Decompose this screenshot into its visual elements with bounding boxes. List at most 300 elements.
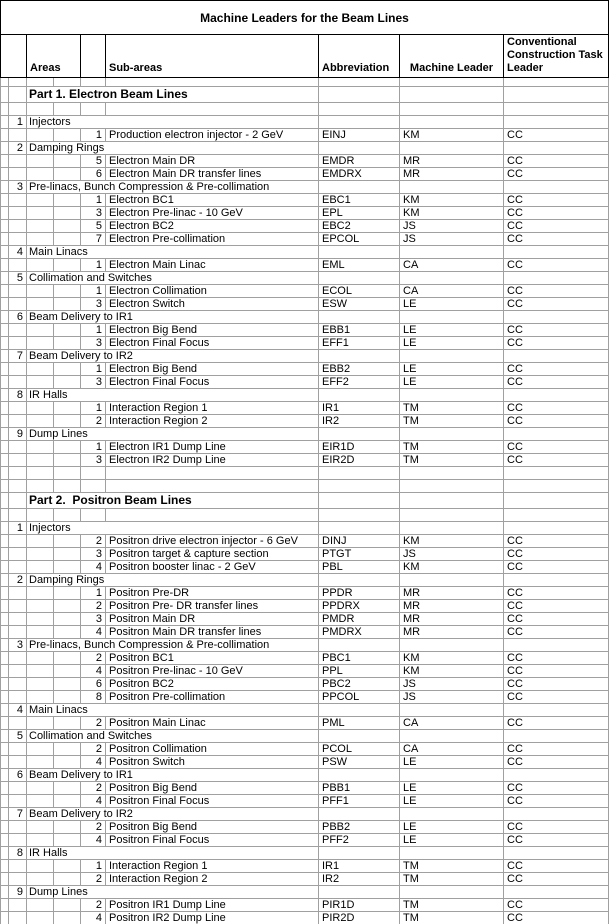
area-number-cell: 7 bbox=[9, 350, 27, 362]
grid-cell bbox=[319, 78, 400, 86]
table-body bbox=[0, 78, 609, 924]
subarea-number-cell: 4 bbox=[81, 665, 106, 677]
grid-cell bbox=[54, 337, 81, 349]
area-number-cell: 3 bbox=[9, 639, 27, 651]
column-header-abbreviation: Abbreviation bbox=[319, 35, 400, 77]
subarea-number-cell: 3 bbox=[81, 548, 106, 560]
task-leader-cell: CC bbox=[504, 795, 609, 807]
grid-cell bbox=[54, 782, 81, 794]
grid-cell bbox=[27, 155, 54, 167]
area-row bbox=[1, 847, 609, 860]
grid-cell bbox=[27, 717, 54, 729]
subarea-name-cell: Positron BC1 bbox=[106, 652, 319, 664]
area-row bbox=[1, 116, 609, 129]
area-number-cell: 5 bbox=[9, 272, 27, 284]
grid-cell bbox=[319, 350, 400, 362]
grid-cell bbox=[1, 704, 9, 716]
subarea-row bbox=[1, 548, 609, 561]
grid-cell bbox=[9, 691, 27, 703]
spacer-row bbox=[1, 103, 609, 116]
subarea-row bbox=[1, 613, 609, 626]
grid-cell bbox=[319, 886, 400, 898]
grid-cell bbox=[27, 561, 54, 573]
grid-cell bbox=[1, 509, 9, 521]
grid-cell bbox=[9, 834, 27, 846]
subarea-row bbox=[1, 860, 609, 873]
subarea-number-cell: 4 bbox=[81, 561, 106, 573]
task-leader-cell: CC bbox=[504, 561, 609, 573]
machine-leader-cell: KM bbox=[400, 194, 504, 206]
task-leader-cell: CC bbox=[504, 220, 609, 232]
task-leader-cell: CC bbox=[504, 912, 609, 924]
grid-cell bbox=[1, 639, 9, 651]
subarea-number-cell: 1 bbox=[81, 587, 106, 599]
grid-cell bbox=[319, 428, 400, 440]
grid-cell bbox=[27, 324, 54, 336]
subarea-name-cell: Electron Final Focus bbox=[106, 337, 319, 349]
grid-cell bbox=[1, 233, 9, 245]
subarea-number-cell: 5 bbox=[81, 220, 106, 232]
subarea-name-cell: Positron Pre-linac - 10 GeV bbox=[106, 665, 319, 677]
subarea-row bbox=[1, 324, 609, 337]
area-number-cell: 3 bbox=[9, 181, 27, 193]
area-number-cell: 6 bbox=[9, 769, 27, 781]
area-name-cell: Beam Delivery to IR2 bbox=[27, 350, 319, 362]
subarea-row bbox=[1, 233, 609, 246]
area-number-cell: 9 bbox=[9, 428, 27, 440]
grid-cell bbox=[400, 272, 504, 284]
subarea-row bbox=[1, 652, 609, 665]
grid-cell bbox=[106, 103, 319, 115]
grid-cell bbox=[27, 834, 54, 846]
subarea-name-cell: Positron Final Focus bbox=[106, 795, 319, 807]
grid-cell bbox=[1, 441, 9, 453]
subarea-name-cell: Electron BC1 bbox=[106, 194, 319, 206]
grid-cell bbox=[400, 493, 504, 508]
machine-leader-cell: JS bbox=[400, 220, 504, 232]
grid-cell bbox=[54, 509, 81, 521]
grid-cell bbox=[9, 285, 27, 297]
grid-cell bbox=[81, 509, 106, 521]
subarea-row bbox=[1, 743, 609, 756]
area-name-cell: Beam Delivery to IR1 bbox=[27, 311, 319, 323]
abbreviation-cell: EPL bbox=[319, 207, 400, 219]
area-name-cell: Injectors bbox=[27, 522, 319, 534]
grid-cell bbox=[1, 691, 9, 703]
grid-cell bbox=[27, 129, 54, 141]
subarea-row bbox=[1, 665, 609, 678]
area-number-cell: 4 bbox=[9, 246, 27, 258]
area-row bbox=[1, 639, 609, 652]
grid-cell bbox=[1, 480, 9, 492]
subarea-name-cell: Electron Pre-collimation bbox=[106, 233, 319, 245]
grid-cell bbox=[1, 860, 9, 872]
area-row bbox=[1, 142, 609, 155]
grid-cell bbox=[1, 561, 9, 573]
part-heading-row bbox=[1, 493, 609, 509]
grid-cell bbox=[400, 142, 504, 154]
area-number-cell: 2 bbox=[9, 142, 27, 154]
area-row bbox=[1, 350, 609, 363]
grid-cell bbox=[319, 847, 400, 859]
machine-leader-cell: MR bbox=[400, 155, 504, 167]
grid-cell bbox=[1, 808, 9, 820]
machine-leader-cell: TM bbox=[400, 415, 504, 427]
machine-leader-cell: LE bbox=[400, 324, 504, 336]
grid-cell bbox=[27, 363, 54, 375]
grid-cell bbox=[27, 782, 54, 794]
task-leader-cell: CC bbox=[504, 155, 609, 167]
subarea-name-cell: Electron Final Focus bbox=[106, 376, 319, 388]
subarea-number-cell: 2 bbox=[81, 782, 106, 794]
abbreviation-cell: EBC2 bbox=[319, 220, 400, 232]
grid-cell bbox=[9, 103, 27, 115]
grid-cell bbox=[1, 626, 9, 638]
grid-cell bbox=[400, 639, 504, 651]
grid-cell bbox=[54, 834, 81, 846]
abbreviation-cell: DINJ bbox=[319, 535, 400, 547]
area-name-cell: Dump Lines bbox=[27, 886, 319, 898]
abbreviation-cell: PBB1 bbox=[319, 782, 400, 794]
subarea-name-cell: Positron Pre-DR bbox=[106, 587, 319, 599]
grid-cell bbox=[1, 613, 9, 625]
subarea-row bbox=[1, 220, 609, 233]
subarea-name-cell: Interaction Region 2 bbox=[106, 415, 319, 427]
grid-cell bbox=[54, 548, 81, 560]
area-name-cell: Pre-linacs, Bunch Compression & Pre-collimation bbox=[27, 639, 319, 651]
grid-cell bbox=[27, 454, 54, 466]
grid-cell bbox=[1, 194, 9, 206]
abbreviation-cell: ECOL bbox=[319, 285, 400, 297]
machine-leader-cell: JS bbox=[400, 691, 504, 703]
task-leader-cell: CC bbox=[504, 233, 609, 245]
subarea-row bbox=[1, 363, 609, 376]
machine-leader-cell: LE bbox=[400, 821, 504, 833]
subarea-name-cell: Electron IR2 Dump Line bbox=[106, 454, 319, 466]
grid-cell bbox=[54, 454, 81, 466]
area-number-cell: 1 bbox=[9, 522, 27, 534]
subarea-row bbox=[1, 376, 609, 389]
abbreviation-cell: PPL bbox=[319, 665, 400, 677]
subarea-number-cell: 3 bbox=[81, 337, 106, 349]
grid-cell bbox=[319, 181, 400, 193]
area-row bbox=[1, 769, 609, 782]
grid-cell bbox=[9, 561, 27, 573]
abbreviation-cell: PPCOL bbox=[319, 691, 400, 703]
part-heading-cell: Part 2. Positron Beam Lines bbox=[27, 493, 319, 508]
grid-cell bbox=[504, 272, 609, 284]
task-leader-cell: CC bbox=[504, 376, 609, 388]
grid-cell bbox=[9, 600, 27, 612]
grid-cell bbox=[27, 415, 54, 427]
grid-cell bbox=[27, 402, 54, 414]
subarea-name-cell: Electron Switch bbox=[106, 298, 319, 310]
subarea-row bbox=[1, 441, 609, 454]
grid-cell bbox=[504, 116, 609, 128]
grid-cell bbox=[319, 522, 400, 534]
abbreviation-cell: PML bbox=[319, 717, 400, 729]
grid-cell bbox=[27, 626, 54, 638]
grid-cell bbox=[504, 730, 609, 742]
grid-cell bbox=[27, 194, 54, 206]
subarea-number-cell: 3 bbox=[81, 613, 106, 625]
grid-cell bbox=[1, 78, 9, 86]
grid-cell bbox=[54, 899, 81, 911]
grid-cell bbox=[9, 78, 27, 86]
table-header-row bbox=[0, 34, 609, 78]
area-number-cell: 4 bbox=[9, 704, 27, 716]
subarea-number-cell: 2 bbox=[81, 743, 106, 755]
machine-leader-cell: KM bbox=[400, 535, 504, 547]
area-number-cell: 9 bbox=[9, 886, 27, 898]
area-number-cell: 1 bbox=[9, 116, 27, 128]
grid-cell bbox=[9, 220, 27, 232]
grid-cell bbox=[319, 480, 400, 492]
subarea-row bbox=[1, 561, 609, 574]
area-row bbox=[1, 389, 609, 402]
area-number-cell: 8 bbox=[9, 847, 27, 859]
area-name-cell: IR Halls bbox=[27, 847, 319, 859]
grid-cell bbox=[9, 129, 27, 141]
grid-cell bbox=[319, 389, 400, 401]
grid-cell bbox=[504, 808, 609, 820]
abbreviation-cell: PIR1D bbox=[319, 899, 400, 911]
grid-cell bbox=[504, 389, 609, 401]
grid-cell bbox=[27, 233, 54, 245]
grid-cell bbox=[1, 272, 9, 284]
grid-cell bbox=[54, 756, 81, 768]
grid-cell bbox=[400, 808, 504, 820]
grid-cell bbox=[9, 259, 27, 271]
grid-cell bbox=[400, 886, 504, 898]
grid-cell bbox=[27, 821, 54, 833]
grid-cell bbox=[9, 756, 27, 768]
subarea-row bbox=[1, 782, 609, 795]
subarea-number-cell: 1 bbox=[81, 860, 106, 872]
abbreviation-cell: EML bbox=[319, 259, 400, 271]
grid-cell bbox=[54, 480, 81, 492]
grid-cell bbox=[9, 415, 27, 427]
grid-cell bbox=[1, 665, 9, 677]
grid-cell bbox=[504, 103, 609, 115]
grid-cell bbox=[9, 324, 27, 336]
grid-cell bbox=[400, 103, 504, 115]
grid-cell bbox=[54, 717, 81, 729]
grid-cell bbox=[9, 782, 27, 794]
subarea-number-cell: 6 bbox=[81, 678, 106, 690]
abbreviation-cell: EBB2 bbox=[319, 363, 400, 375]
grid-cell bbox=[54, 155, 81, 167]
grid-cell bbox=[1, 873, 9, 885]
grid-cell bbox=[9, 467, 27, 479]
grid-cell bbox=[319, 509, 400, 521]
grid-cell bbox=[400, 311, 504, 323]
grid-cell bbox=[27, 259, 54, 271]
grid-cell bbox=[54, 415, 81, 427]
grid-cell bbox=[54, 600, 81, 612]
subarea-name-cell: Positron Collimation bbox=[106, 743, 319, 755]
grid-cell bbox=[1, 834, 9, 846]
subarea-row bbox=[1, 626, 609, 639]
grid-cell bbox=[9, 717, 27, 729]
grid-cell bbox=[54, 298, 81, 310]
grid-cell bbox=[27, 298, 54, 310]
task-leader-cell: CC bbox=[504, 535, 609, 547]
machine-leader-cell: JS bbox=[400, 678, 504, 690]
subarea-name-cell: Positron Pre-collimation bbox=[106, 691, 319, 703]
abbreviation-cell: EPCOL bbox=[319, 233, 400, 245]
grid-cell bbox=[504, 574, 609, 586]
task-leader-cell: CC bbox=[504, 441, 609, 453]
machine-leader-cell: CA bbox=[400, 743, 504, 755]
machine-leader-cell: TM bbox=[400, 441, 504, 453]
task-leader-cell: CC bbox=[504, 613, 609, 625]
abbreviation-cell: PBC1 bbox=[319, 652, 400, 664]
machine-leader-cell: MR bbox=[400, 613, 504, 625]
subarea-name-cell: Positron IR1 Dump Line bbox=[106, 899, 319, 911]
grid-cell bbox=[27, 376, 54, 388]
grid-cell bbox=[27, 860, 54, 872]
task-leader-cell: CC bbox=[504, 691, 609, 703]
abbreviation-cell: PBC2 bbox=[319, 678, 400, 690]
subarea-number-cell: 3 bbox=[81, 298, 106, 310]
subarea-name-cell: Electron Main DR bbox=[106, 155, 319, 167]
grid-cell bbox=[27, 103, 54, 115]
subarea-number-cell: 2 bbox=[81, 600, 106, 612]
grid-cell bbox=[1, 285, 9, 297]
grid-cell bbox=[1, 678, 9, 690]
grid-cell bbox=[1, 574, 9, 586]
grid-cell bbox=[54, 912, 81, 924]
task-leader-cell: CC bbox=[504, 285, 609, 297]
subarea-row bbox=[1, 454, 609, 467]
grid-cell bbox=[9, 376, 27, 388]
grid-cell bbox=[1, 337, 9, 349]
subarea-row bbox=[1, 535, 609, 548]
grid-cell bbox=[54, 587, 81, 599]
grid-cell bbox=[504, 704, 609, 716]
subarea-number-cell: 5 bbox=[81, 155, 106, 167]
grid-cell bbox=[27, 467, 54, 479]
grid-cell bbox=[504, 522, 609, 534]
grid-cell bbox=[81, 103, 106, 115]
task-leader-cell: CC bbox=[504, 454, 609, 466]
subarea-name-cell: Electron IR1 Dump Line bbox=[106, 441, 319, 453]
grid-cell bbox=[54, 691, 81, 703]
grid-cell bbox=[1, 912, 9, 924]
grid-cell bbox=[319, 769, 400, 781]
grid-cell bbox=[1, 535, 9, 547]
grid-cell bbox=[1, 220, 9, 232]
task-leader-cell: CC bbox=[504, 821, 609, 833]
subarea-name-cell: Positron Main DR transfer lines bbox=[106, 626, 319, 638]
grid-cell bbox=[106, 78, 319, 86]
grid-cell bbox=[1, 363, 9, 375]
grid-cell bbox=[1, 795, 9, 807]
abbreviation-cell: ESW bbox=[319, 298, 400, 310]
grid-cell bbox=[1, 821, 9, 833]
machine-leader-cell: JS bbox=[400, 548, 504, 560]
grid-cell bbox=[1, 350, 9, 362]
subarea-number-cell: 1 bbox=[81, 441, 106, 453]
subarea-row bbox=[1, 129, 609, 142]
grid-cell bbox=[400, 350, 504, 362]
grid-cell bbox=[1, 402, 9, 414]
header-blank-left bbox=[1, 35, 27, 77]
area-name-cell: Collimation and Switches bbox=[27, 272, 319, 284]
subarea-number-cell: 2 bbox=[81, 873, 106, 885]
machine-leader-cell: KM bbox=[400, 665, 504, 677]
grid-cell bbox=[400, 574, 504, 586]
grid-cell bbox=[27, 665, 54, 677]
task-leader-cell: CC bbox=[504, 652, 609, 664]
subarea-row bbox=[1, 207, 609, 220]
subarea-row bbox=[1, 587, 609, 600]
grid-cell bbox=[27, 795, 54, 807]
task-leader-cell: CC bbox=[504, 363, 609, 375]
grid-cell bbox=[504, 87, 609, 102]
grid-cell bbox=[27, 613, 54, 625]
column-header-task-leader: Conventional Construction Task Leader bbox=[507, 36, 603, 74]
grid-cell bbox=[27, 441, 54, 453]
grid-cell bbox=[504, 847, 609, 859]
grid-cell bbox=[1, 587, 9, 599]
grid-cell bbox=[9, 207, 27, 219]
grid-cell bbox=[504, 493, 609, 508]
part-heading-row bbox=[1, 87, 609, 103]
machine-leader-cell: KM bbox=[400, 129, 504, 141]
subarea-number-cell: 2 bbox=[81, 899, 106, 911]
grid-cell bbox=[319, 87, 400, 102]
area-row bbox=[1, 730, 609, 743]
grid-cell bbox=[1, 522, 9, 534]
grid-cell bbox=[9, 548, 27, 560]
task-leader-cell: CC bbox=[504, 873, 609, 885]
subarea-name-cell: Positron Big Bend bbox=[106, 782, 319, 794]
task-leader-cell: CC bbox=[504, 194, 609, 206]
machine-leader-cell: JS bbox=[400, 233, 504, 245]
grid-cell bbox=[9, 233, 27, 245]
machine-leader-cell: MR bbox=[400, 626, 504, 638]
grid-cell bbox=[504, 886, 609, 898]
area-row bbox=[1, 428, 609, 441]
subarea-name-cell: Positron IR2 Dump Line bbox=[106, 912, 319, 924]
area-name-cell: Dump Lines bbox=[27, 428, 319, 440]
grid-cell bbox=[9, 87, 27, 102]
grid-cell bbox=[1, 428, 9, 440]
grid-cell bbox=[27, 899, 54, 911]
grid-cell bbox=[27, 480, 54, 492]
grid-cell bbox=[1, 259, 9, 271]
subarea-row bbox=[1, 285, 609, 298]
grid-cell bbox=[27, 509, 54, 521]
grid-cell bbox=[1, 600, 9, 612]
task-leader-cell: CC bbox=[504, 860, 609, 872]
column-header-sub-areas: Sub-areas bbox=[106, 35, 319, 77]
machine-leader-cell: MR bbox=[400, 600, 504, 612]
grid-cell bbox=[9, 155, 27, 167]
grid-cell bbox=[1, 129, 9, 141]
grid-cell bbox=[54, 194, 81, 206]
grid-cell bbox=[27, 678, 54, 690]
grid-cell bbox=[9, 873, 27, 885]
grid-cell bbox=[319, 730, 400, 742]
spacer-row bbox=[1, 467, 609, 480]
abbreviation-cell: EMDRX bbox=[319, 168, 400, 180]
abbreviation-cell: EINJ bbox=[319, 129, 400, 141]
subarea-name-cell: Interaction Region 2 bbox=[106, 873, 319, 885]
grid-cell bbox=[504, 769, 609, 781]
